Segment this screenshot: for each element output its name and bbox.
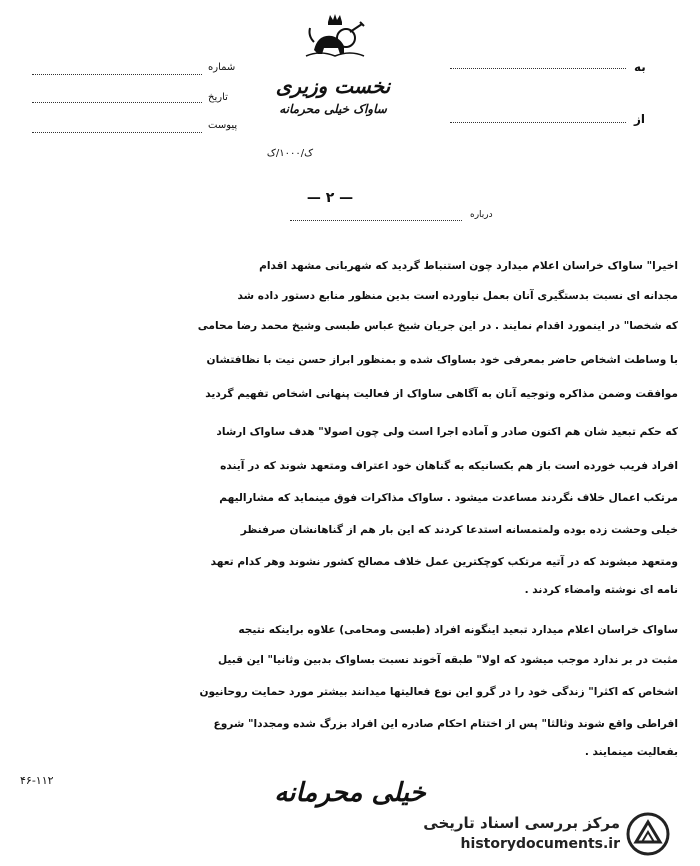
- body-line-13: مثبت در بر ندارد موجب میشود که اولا" طبقه آخوند نسبت بساواک بدبین وثانیا" این قبیل: [217, 654, 678, 666]
- body-line-4: با وساطت اشخاص حاضر بمعرفی خود بساواک شده و بمنظور ابراز حسن نیت با نظافتشان: [206, 354, 678, 366]
- about-field: [290, 220, 462, 221]
- body-line-2: مجدانه ای نسبت بدستگیری آنان بعمل نیاورده است بدین منظور منابع دستور داده شد: [237, 290, 678, 302]
- reference-code: ک/۱۰۰۰/ک: [266, 148, 314, 159]
- body-line-8: مرتکب اعمال خلاف نگردند مساعدت میشود . ساواک مذاکرات فوق مینماید که مشارالیهم: [219, 492, 678, 504]
- date-label: تاریخ: [208, 92, 228, 103]
- body-line-12: ساواک خراسان اعلام میدارد تبعید اینگونه افراد (طبسی ومحامی) علاوه براینکه نتیجه: [238, 624, 678, 636]
- lion-and-sun-emblem-icon: [300, 12, 370, 60]
- body-line-11: نامه ای نوشته وامضاء کردند .: [524, 584, 678, 596]
- body-line-7: افراد فریب خورده است باز هم بکسانیکه به گناهان خود اعتراف ومتعهد شوند که در آینده: [220, 460, 678, 472]
- watermark-url: historydocuments.ir: [460, 836, 620, 852]
- letterhead-subtitle: ساواک خیلی محرمانه: [279, 102, 387, 116]
- from-field: [450, 122, 626, 123]
- body-line-10: ومتعهد میشوند که در آتیه مرتکب کوچکترین عمل خلاف مصالح کشور نشوند وهر کدام تعهد: [210, 556, 678, 568]
- body-line-6: که حکم تبعید شان هم اکنون صادر و آماده اجرا است ولی چون اصولا" هدف ساواک ارشاد: [216, 426, 678, 438]
- body-line-14: اشخاص که اکثرا" زندگی خود را در گرو این نوع فعالیتها میدانند بیشتر مورد حمایت روحانیون: [199, 686, 678, 698]
- body-line-1: اخیرا" ساواک خراسان اعلام میدارد چون استنباط گردید که شهربانی مشهد اقدام: [259, 260, 678, 272]
- to-label: به: [634, 60, 646, 74]
- attachment-label: پیوست: [208, 120, 238, 131]
- attachment-field: [32, 132, 202, 133]
- body-line-15: افراطی واقع شوند وثالثا" پس از اختتام احکام صادره این افراد بزرگ شده ومجددا" شروع: [213, 718, 678, 730]
- document-number: ۴۶-۱۱۲: [20, 774, 54, 787]
- body-line-9: خیلی وحشت زده بوده ولمتمسانه استدعا کردند که این بار هم از گناهانشان صرفنظر: [240, 524, 678, 536]
- from-label: از: [634, 112, 646, 126]
- book-icon: [624, 812, 672, 856]
- number-label: شماره: [208, 62, 236, 73]
- date-field: [32, 102, 202, 103]
- page-number: — ۲ —: [306, 190, 354, 206]
- letterhead-title: نخست وزیری: [275, 74, 391, 98]
- classification-stamp: خیلی محرمانه: [274, 778, 426, 808]
- to-field: [450, 68, 626, 69]
- body-line-16: بفعالیت مینمایند .: [584, 746, 678, 758]
- watermark-title: مرکز بررسی اسناد تاریخی: [423, 814, 620, 832]
- body-line-5: موافقت وضمن مذاکره وتوجیه آنان به آگاهی ساواک از فعالیت پنهانی اشخاص تفهیم گردید: [205, 388, 678, 400]
- about-label: درباره: [470, 210, 493, 220]
- body-line-3: که شخصا" در اینمورد اقدام نمایند . در این جریان شیخ عباس طبسی وشیخ محمد رضا محامی: [197, 320, 678, 332]
- number-field: [32, 74, 202, 75]
